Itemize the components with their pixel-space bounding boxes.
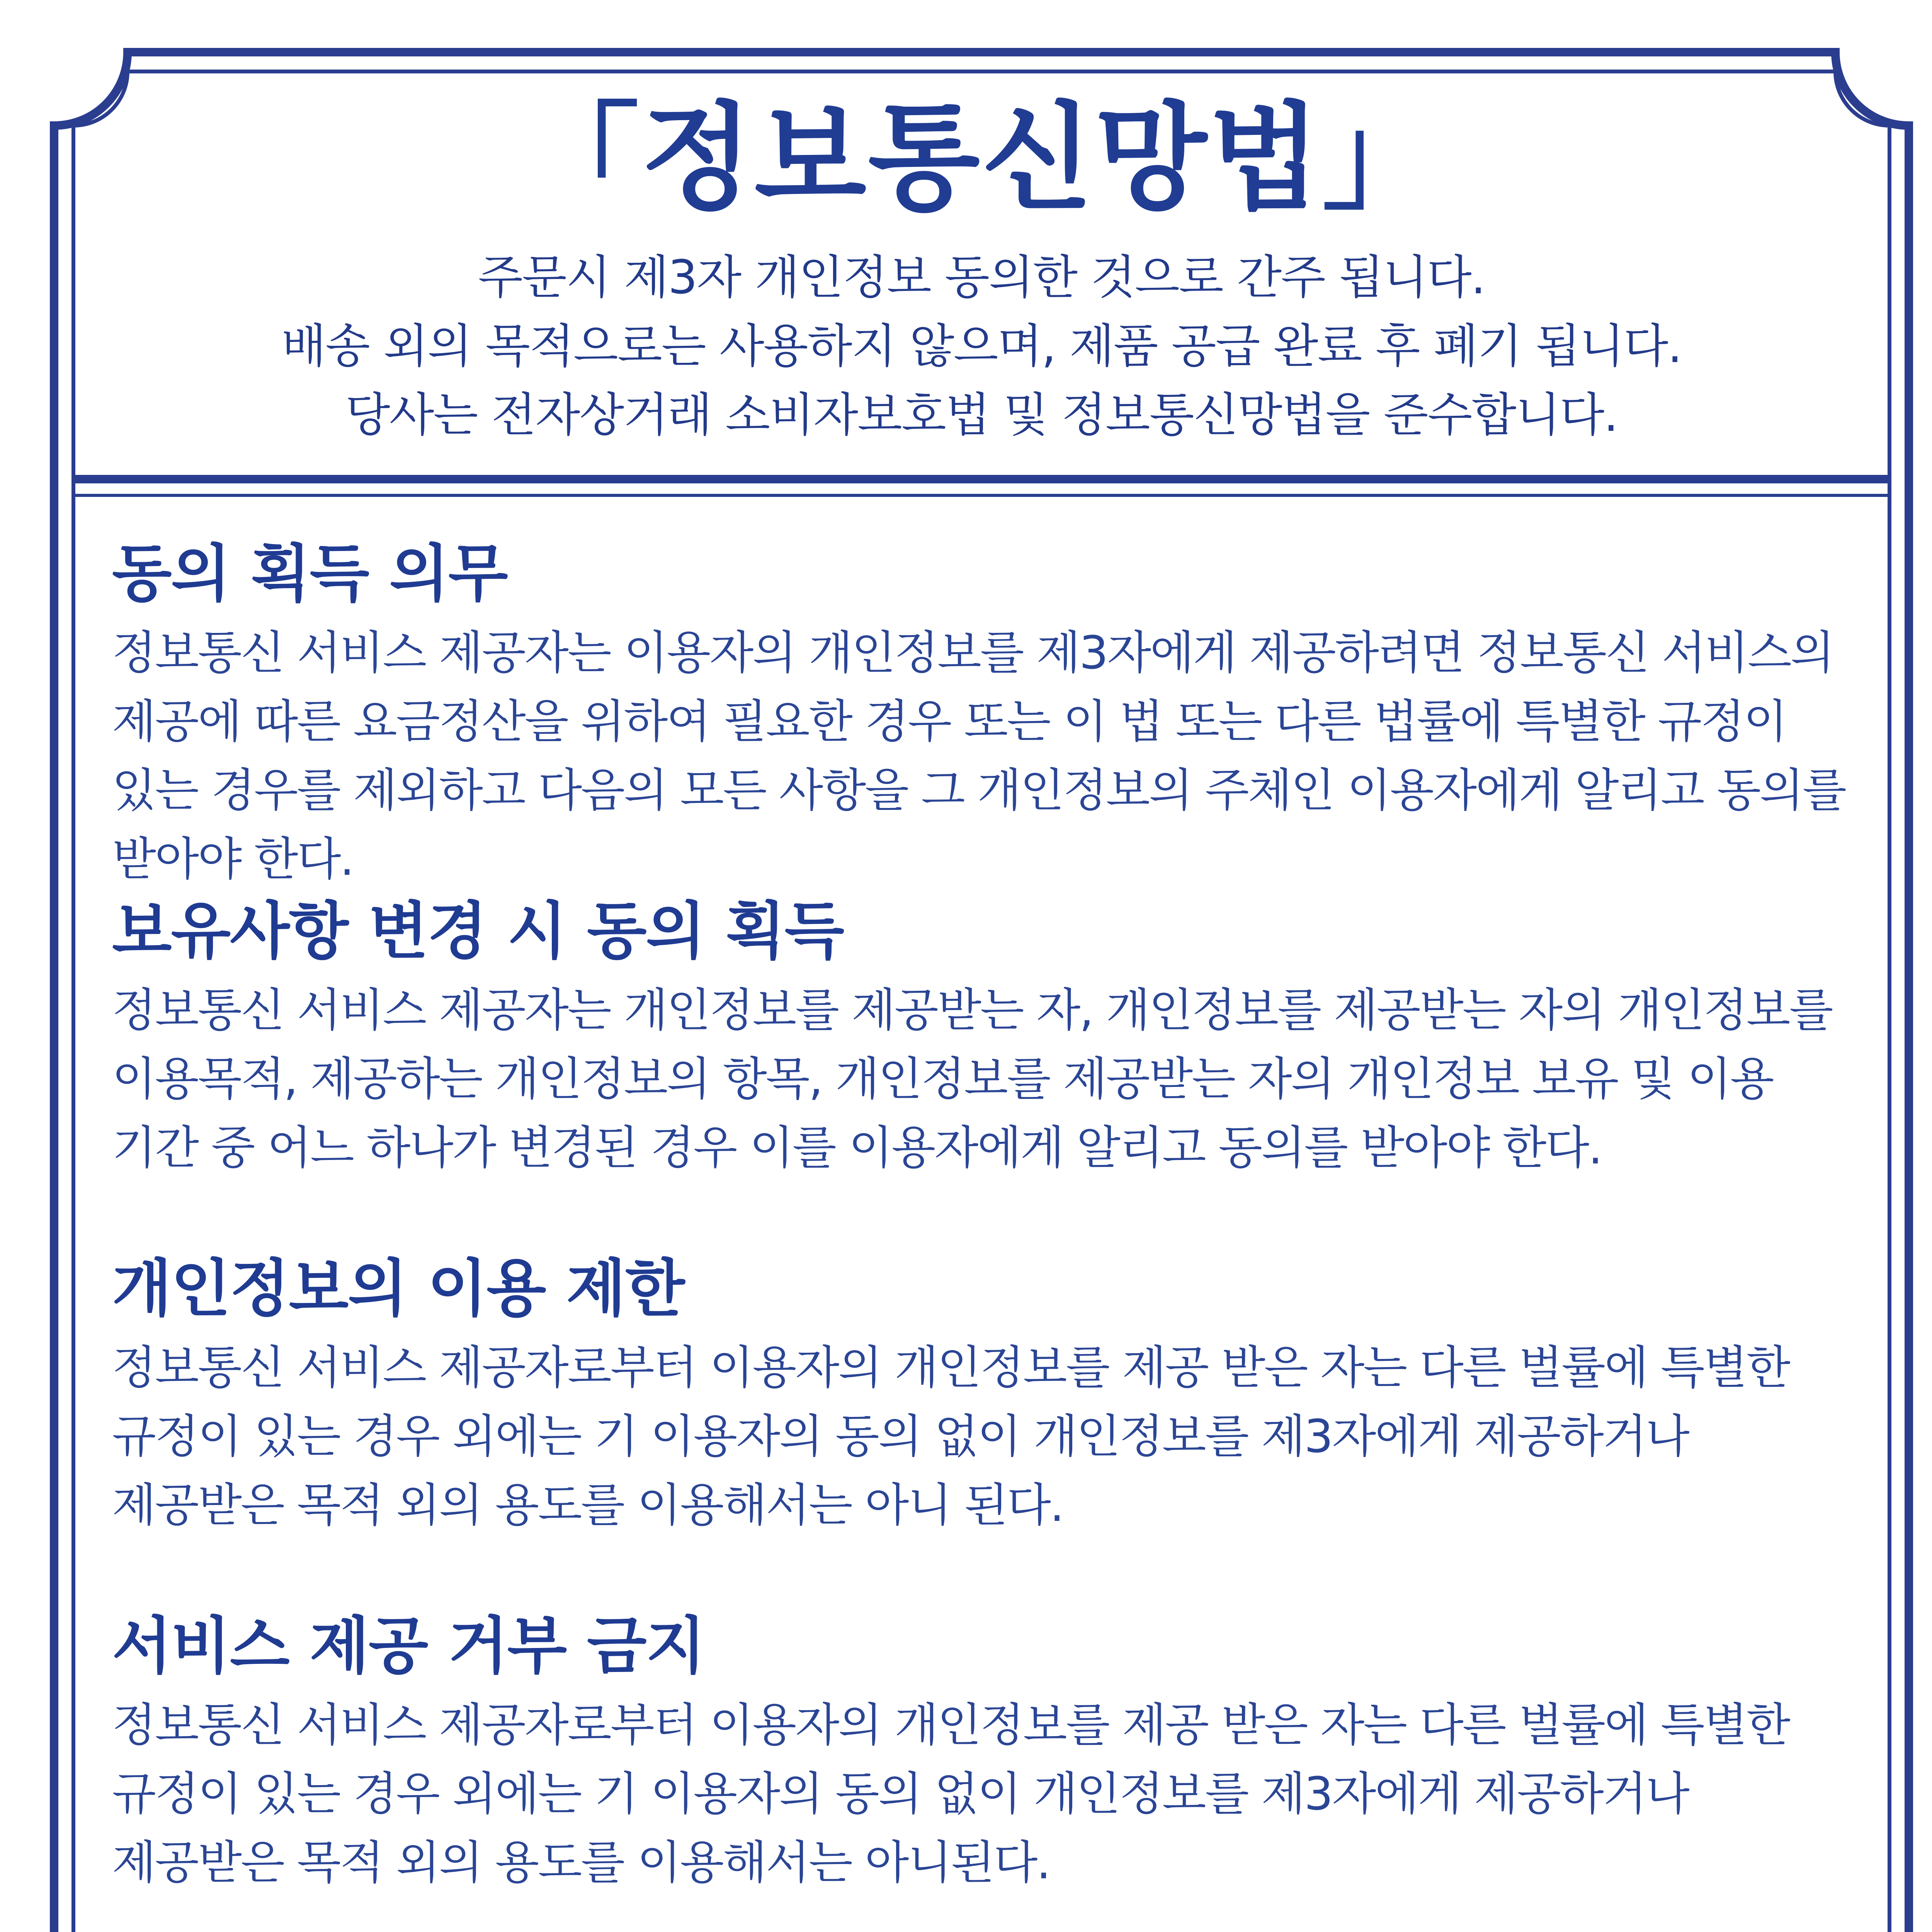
section-consent-obligation xyxy=(112,533,1866,893)
header xyxy=(85,89,1878,452)
header-line-1: 주문시 제3자 개인정보 동의한 것으로 간주 됩니다. xyxy=(478,251,1485,304)
section-refusal-prohibition xyxy=(112,1605,1866,1897)
section-heading: 보유사항 변경 시 동의 획득 xyxy=(112,895,844,967)
section-heading: 서비스 제공 거부 금지 xyxy=(112,1610,705,1682)
section-body: 정보통신 서비스 제공자로부터 이용자의 개인정보를 제공 받은 자는 다른 벌률에 특별한 규정이 있는 경우 외에는 기 이용자의 동의 없이 개인정보를 제3자에게 제공하거나 제공받은 목적 외의 용도를 이용해서는 아니 된다. xyxy=(112,1341,1789,1532)
section-body: 정보통신 서비스 제공자로부터 이용자의 개인정보를 제공 받은 자는 다른 벌률에 특별한 규정이 있는 경우 외에는 기 이용자의 동의 없이 개인정보를 제3자에게 제공하거나 제공받은 목적 외의 용도를 이용해서는 아니된다. xyxy=(112,1698,1789,1889)
section-body: 정보통신 서비스 제공자는 이용자의 개인정보를 제3자에게 제공하려면 정보통신 서비스의 제공에 따른 요금정산을 위하여 필요한 경우 또는 이 법 또는 다른 법률에 특별한 규정이 있는 경우를 제외하고 다음의 모든 사항을 그 개인정보의 주체인 이용자에게 알리고 동의를 받아야 한다. xyxy=(112,626,1846,886)
header-line-2: 배송 외의 목적으로는 사용하지 않으며, 제품 공급 완료 후 폐기 됩니다. xyxy=(281,320,1682,373)
header-line-3: 당사는 전자상거래 소비자보호법 및 정보통신망법을 준수합니다. xyxy=(345,388,1618,442)
section-usage-limit xyxy=(112,1248,1866,1539)
section-body: 정보통신 서비스 제공자는 개인정보를 제공받는 자, 개인정보를 제공받는 자의 개인정보를 이용목적, 제공하는 개인정보의 항목, 개인정보를 제공받는 자의 개인정보 보유 및 이용 기간 중 어느 하나가 변경된 경우 이를 이용자에게 알리고 동의를 받아야 한다. xyxy=(112,983,1832,1174)
section-heading: 개인정보의 이용 제한 xyxy=(112,1252,684,1325)
section-change-consent xyxy=(112,891,1866,1182)
section-heading: 동의 획득 의무 xyxy=(112,537,507,610)
page-title: 「정보통신망법」 xyxy=(523,91,1440,226)
